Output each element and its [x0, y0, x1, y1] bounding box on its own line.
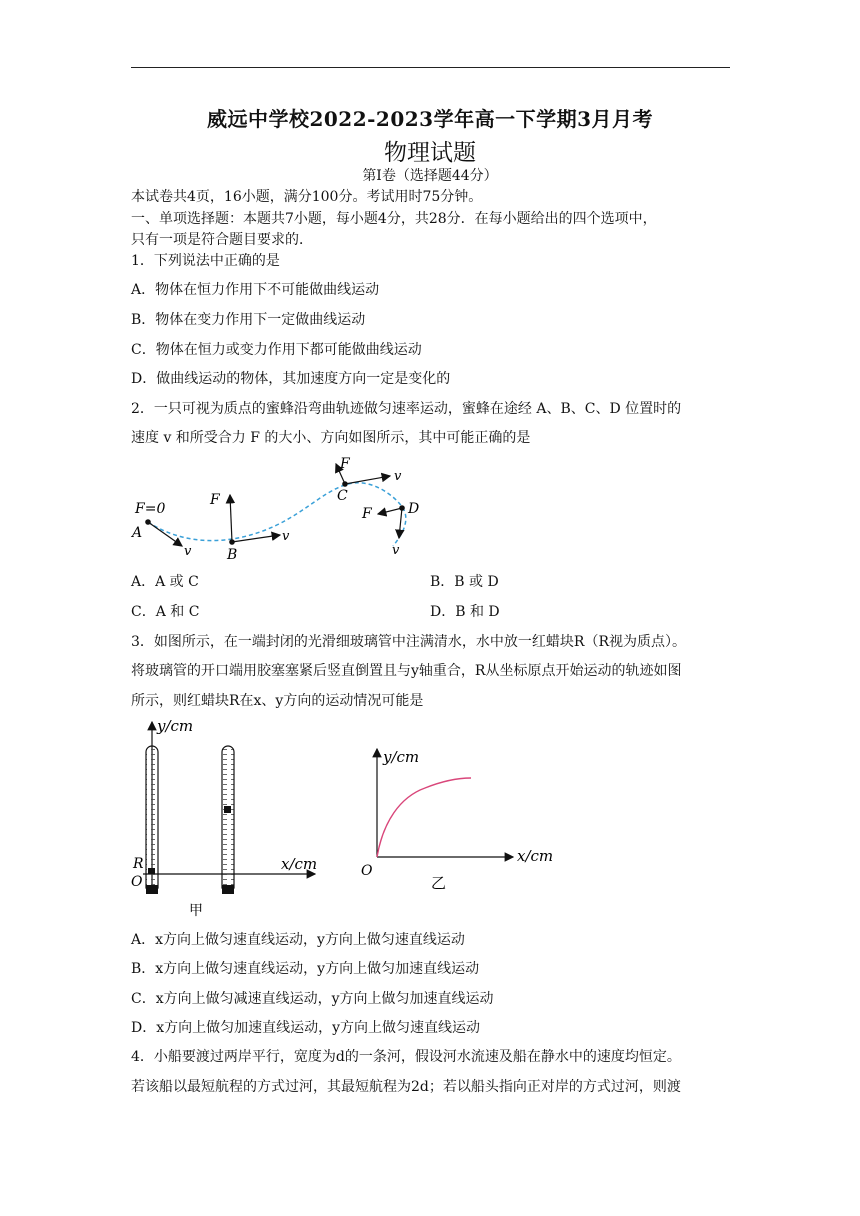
q2-option-a: A．A 或 C [131, 574, 199, 590]
label-f-zero: F=0 [135, 501, 166, 517]
intro-line: 本试卷共4页，16小题，满分100分。考试用时75分钟。 [131, 189, 483, 205]
label-f-d: F [362, 506, 372, 522]
q2-option-b: B．B 或 D [430, 574, 499, 590]
jia-origin-label: O [131, 874, 143, 890]
q2-option-d: D．B 和 D [430, 604, 500, 620]
label-d: D [408, 501, 420, 517]
label-r: R [133, 856, 144, 872]
figure-yi [361, 748, 553, 892]
label-f-b: F [210, 492, 220, 508]
exam-title: 威远中学校2022-2023学年高一下学期3月月考 [206, 107, 654, 131]
part-label: 第Ⅰ卷（选择题44分） [362, 168, 498, 184]
section-heading-line1: 一、单项选择题：本题共7小题，每小题4分，共28分．在每小题给出的四个选项中， [131, 211, 657, 227]
q2-stem-line1: 2．一只可视为质点的蜜蜂沿弯曲轨迹做匀速率运动，蜜蜂在途经 A、B、C、D 位置时的 [131, 401, 682, 417]
q2-stem-line2: 速度 v 和所受合力 F 的大小、方向如图所示，其中可能正确的是 [131, 430, 531, 446]
glass-tube-2 [222, 746, 234, 888]
header-rule [131, 67, 730, 68]
section-heading-line2: 只有一项是符合题目要求的． [131, 232, 313, 248]
jia-x-axis-label: x/cm [281, 855, 318, 873]
q2-bee-trajectory-figure [120, 448, 440, 566]
q1-option-d: D．做曲线运动的物体，其加速度方向一定是变化的 [131, 371, 451, 387]
q3-stem-line1: 3．如图所示，在一端封闭的光滑细玻璃管中注满清水，水中放一红蜡块R（R视为质点）。 [131, 634, 686, 650]
wax-block-r-start [148, 868, 155, 874]
q3-figure [125, 712, 565, 922]
q3-stem-line2: 将玻璃管的开口端用胶塞塞紧后竖直倒置且与y轴重合，R从坐标原点开始运动的轨迹如图 [131, 663, 682, 679]
q4-stem-line1: 4．小船要渡过两岸平行，宽度为d的一条河，假设河水流速及船在静水中的速度均恒定。 [131, 1049, 681, 1065]
label-jia: 甲 [189, 903, 203, 919]
stopper-2 [222, 885, 234, 894]
glass-tube-1 [146, 746, 158, 888]
label-v-b: v [282, 529, 290, 544]
q1-stem: 1．下列说法中正确的是 [131, 253, 280, 269]
label-v-a: v [184, 544, 192, 559]
label-yi: 乙 [431, 874, 447, 892]
q1-option-c: C．物体在恒力或变力作用下都可能做曲线运动 [131, 342, 422, 358]
label-v-c: v [394, 469, 402, 484]
wax-block-trajectory-curve [377, 778, 471, 857]
q3-option-a: A．x方向上做匀速直线运动，y方向上做匀速直线运动 [131, 932, 465, 948]
label-c: C [337, 488, 348, 504]
q3-stem-line3: 所示，则红蜡块R在x、y方向的运动情况可能是 [131, 693, 424, 709]
figure-jia [131, 717, 317, 919]
yi-origin-label: O [361, 863, 373, 879]
q4-stem-line2: 若该船以最短航程的方式过河，其最短航程为2d；若以船头指向正对岸的方式过河，则渡 [131, 1079, 681, 1095]
q3-option-d: D．x方向上做匀加速直线运动，y方向上做匀速直线运动 [131, 1020, 481, 1036]
yi-y-axis-label: y/cm [383, 748, 420, 766]
q2-option-c: C．A 和 C [131, 604, 200, 620]
wax-block-r-moved [224, 806, 231, 813]
label-v-d: v [392, 543, 400, 558]
jia-y-axis-label: y/cm [157, 717, 194, 735]
label-a: A [132, 525, 143, 541]
q1-option-b: B．物体在变力作用下一定做曲线运动 [131, 312, 366, 328]
exam-subject: 物理试题 [384, 140, 476, 166]
yi-x-axis-label: x/cm [517, 847, 554, 865]
q3-option-b: B．x方向上做匀速直线运动，y方向上做匀加速直线运动 [131, 961, 480, 977]
q3-option-c: C．x方向上做匀减速直线运动，y方向上做匀加速直线运动 [131, 991, 494, 1007]
label-f-c: F [340, 456, 350, 472]
q1-option-a: A．物体在恒力作用下不可能做曲线运动 [131, 282, 380, 298]
stopper-1 [146, 885, 158, 894]
label-b: B [227, 547, 238, 563]
